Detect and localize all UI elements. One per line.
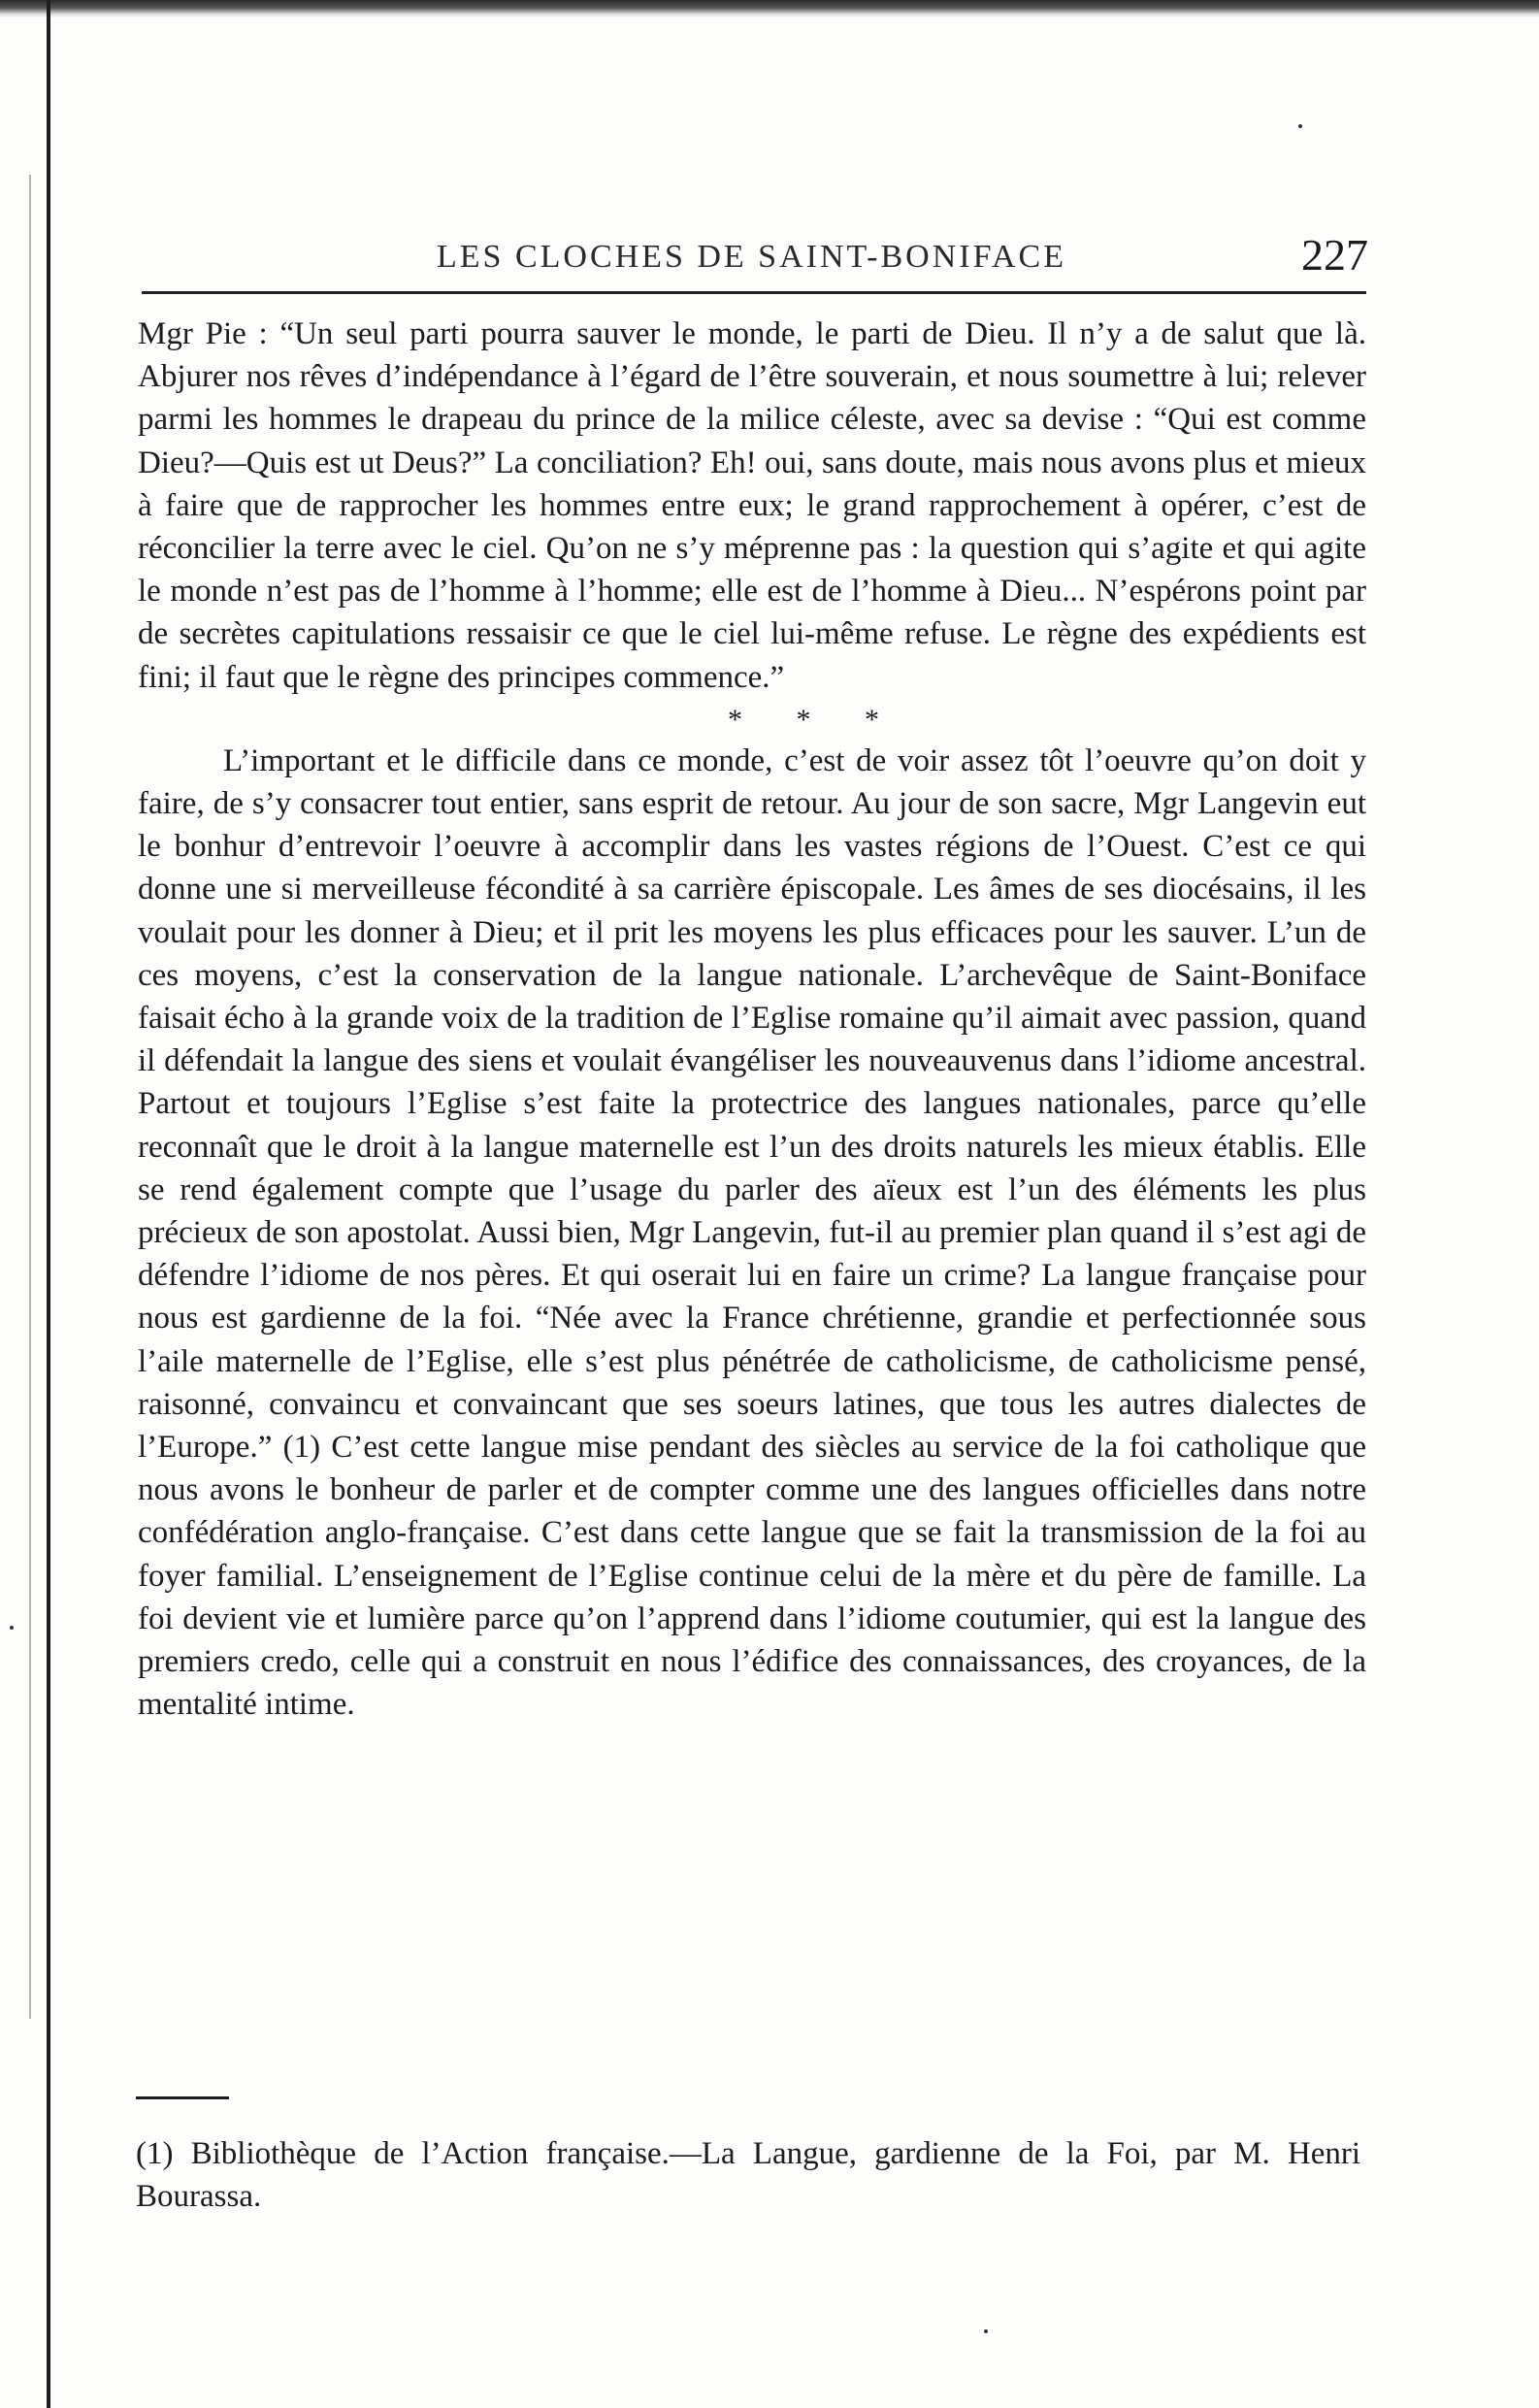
header-rule — [142, 291, 1366, 294]
scan-edge-shadow — [29, 175, 31, 2019]
page-number: 227 — [1301, 230, 1368, 280]
scan-speck — [984, 2329, 988, 2333]
running-head: LES CLOCHES DE SAINT-BONIFACE — [437, 239, 1066, 275]
paragraph-body: L’important et le difficile dans ce monde, c’est de voir assez tôt l’oeuvre qu’on doit y faire, de s’y consacrer tout entier, sans esprit de retour. Au jour de son sacre, Mgr Langevin eut le bonhur d’entrevoir l’oeuvre à accomplir dans les vastes régions de l’Ouest. C’est ce qui donne une si merveilleuse fécondité à sa carrière épiscopale. Les âmes de ses diocésains, il les voulait pour les donner à Dieu; et il prit les moyens les plus efficaces pour les sauver. L’un de ces moyens, c’est la conservation de la langue nationale. L’archevêque de Saint-Boniface faisait écho à la grande voix de la tradition de l’Eglise romaine qu’il aimait avec passion, quand il défendait la langue des siens et voulait évangéliser les nouveauvenus dans l’idiome ancestral. Partout et toujours l’Eglise s’est faite la protectrice des langues nationales, parce qu’elle reconnaît que le droit à la langue maternelle est l’un des droits naturels les mieux établis. Elle se rend également compte que l’usage du parler des aïeux est l’un des éléments les plus précieux de son apostolat. Aussi bien, Mgr Langevin, fut-il au premier plan quand il s’est agi de défendre l’idiome de nos pères. Et qui oserait lui en faire un crime? La langue française pour nous est gardienne de la foi. “Née avec la France chrétienne, grandie et perfectionnée sous l’aile maternelle de l’Eglise, elle s’est plus pénétrée de catholicisme, de catholicisme pensé, raisonné, convaincu et convaincant que ses soeurs latines, que tous les autres dialectes de l’Europe.” (1) C’est cette langue mise pendant des siècles au service de la foi catholique que nous avons le bonheur de parler et de compter comme une des langues officielles dans notre confédération anglo-française. C’est dans cette langue que se fait la transmission de la foi au foyer familial. L’enseignement de l’Eglise continue celui de la mère et du père de famille. La foi devient vie et lumière parce qu’on l’apprend dans l’idiome coutumier, qui est la langue des premiers credo, celle qui a construit en nous l’édifice des connaissances, des croyances, de la mentalité intime. — [138, 742, 1366, 1723]
footnote-rule — [136, 2096, 229, 2099]
scan-speck — [1298, 124, 1302, 128]
main-text — [138, 313, 1366, 1727]
footnote: (1) Bibliothèque de l’Action française.—La Langue, gardienne de la Foi, par M. Henri Bourassa. — [136, 2136, 1360, 2214]
scan-edge-left — [47, 0, 50, 2408]
paragraph-quote: Mgr Pie : “Un seul parti pourra sauver le monde, le parti de Dieu. Il n’y a de salut que là. Abjurer nos rêves d’indépendance à l’égard de l’être souverain, et nous soumettre à lui; relever parmi les hommes le drapeau du prince de la milice céleste, avec sa devise : “Qui est comme Dieu?—Quis est ut Deus?” La conciliation? Eh! oui, sans doute, mais nous avons plus et mieux à faire que de rapprocher les hommes entre eux; le grand rapprochement à opérer, c’est de réconcilier la terre avec le ciel. Qu’on ne s’y méprenne pas : la question qui s’agite et qui agite le monde n’est pas de l’homme à l’homme; elle est de l’homme à Dieu... N’espérons point par de secrètes capitulations ressaisir ce que le ciel lui-même refuse. Le règne des expédients est fini; il faut que le règne des principes commence.” — [138, 316, 1366, 695]
section-break: * * * — [728, 703, 902, 736]
page-header — [136, 229, 1368, 287]
scan-speck — [10, 1626, 14, 1630]
scan-edge-top — [0, 0, 1539, 17]
